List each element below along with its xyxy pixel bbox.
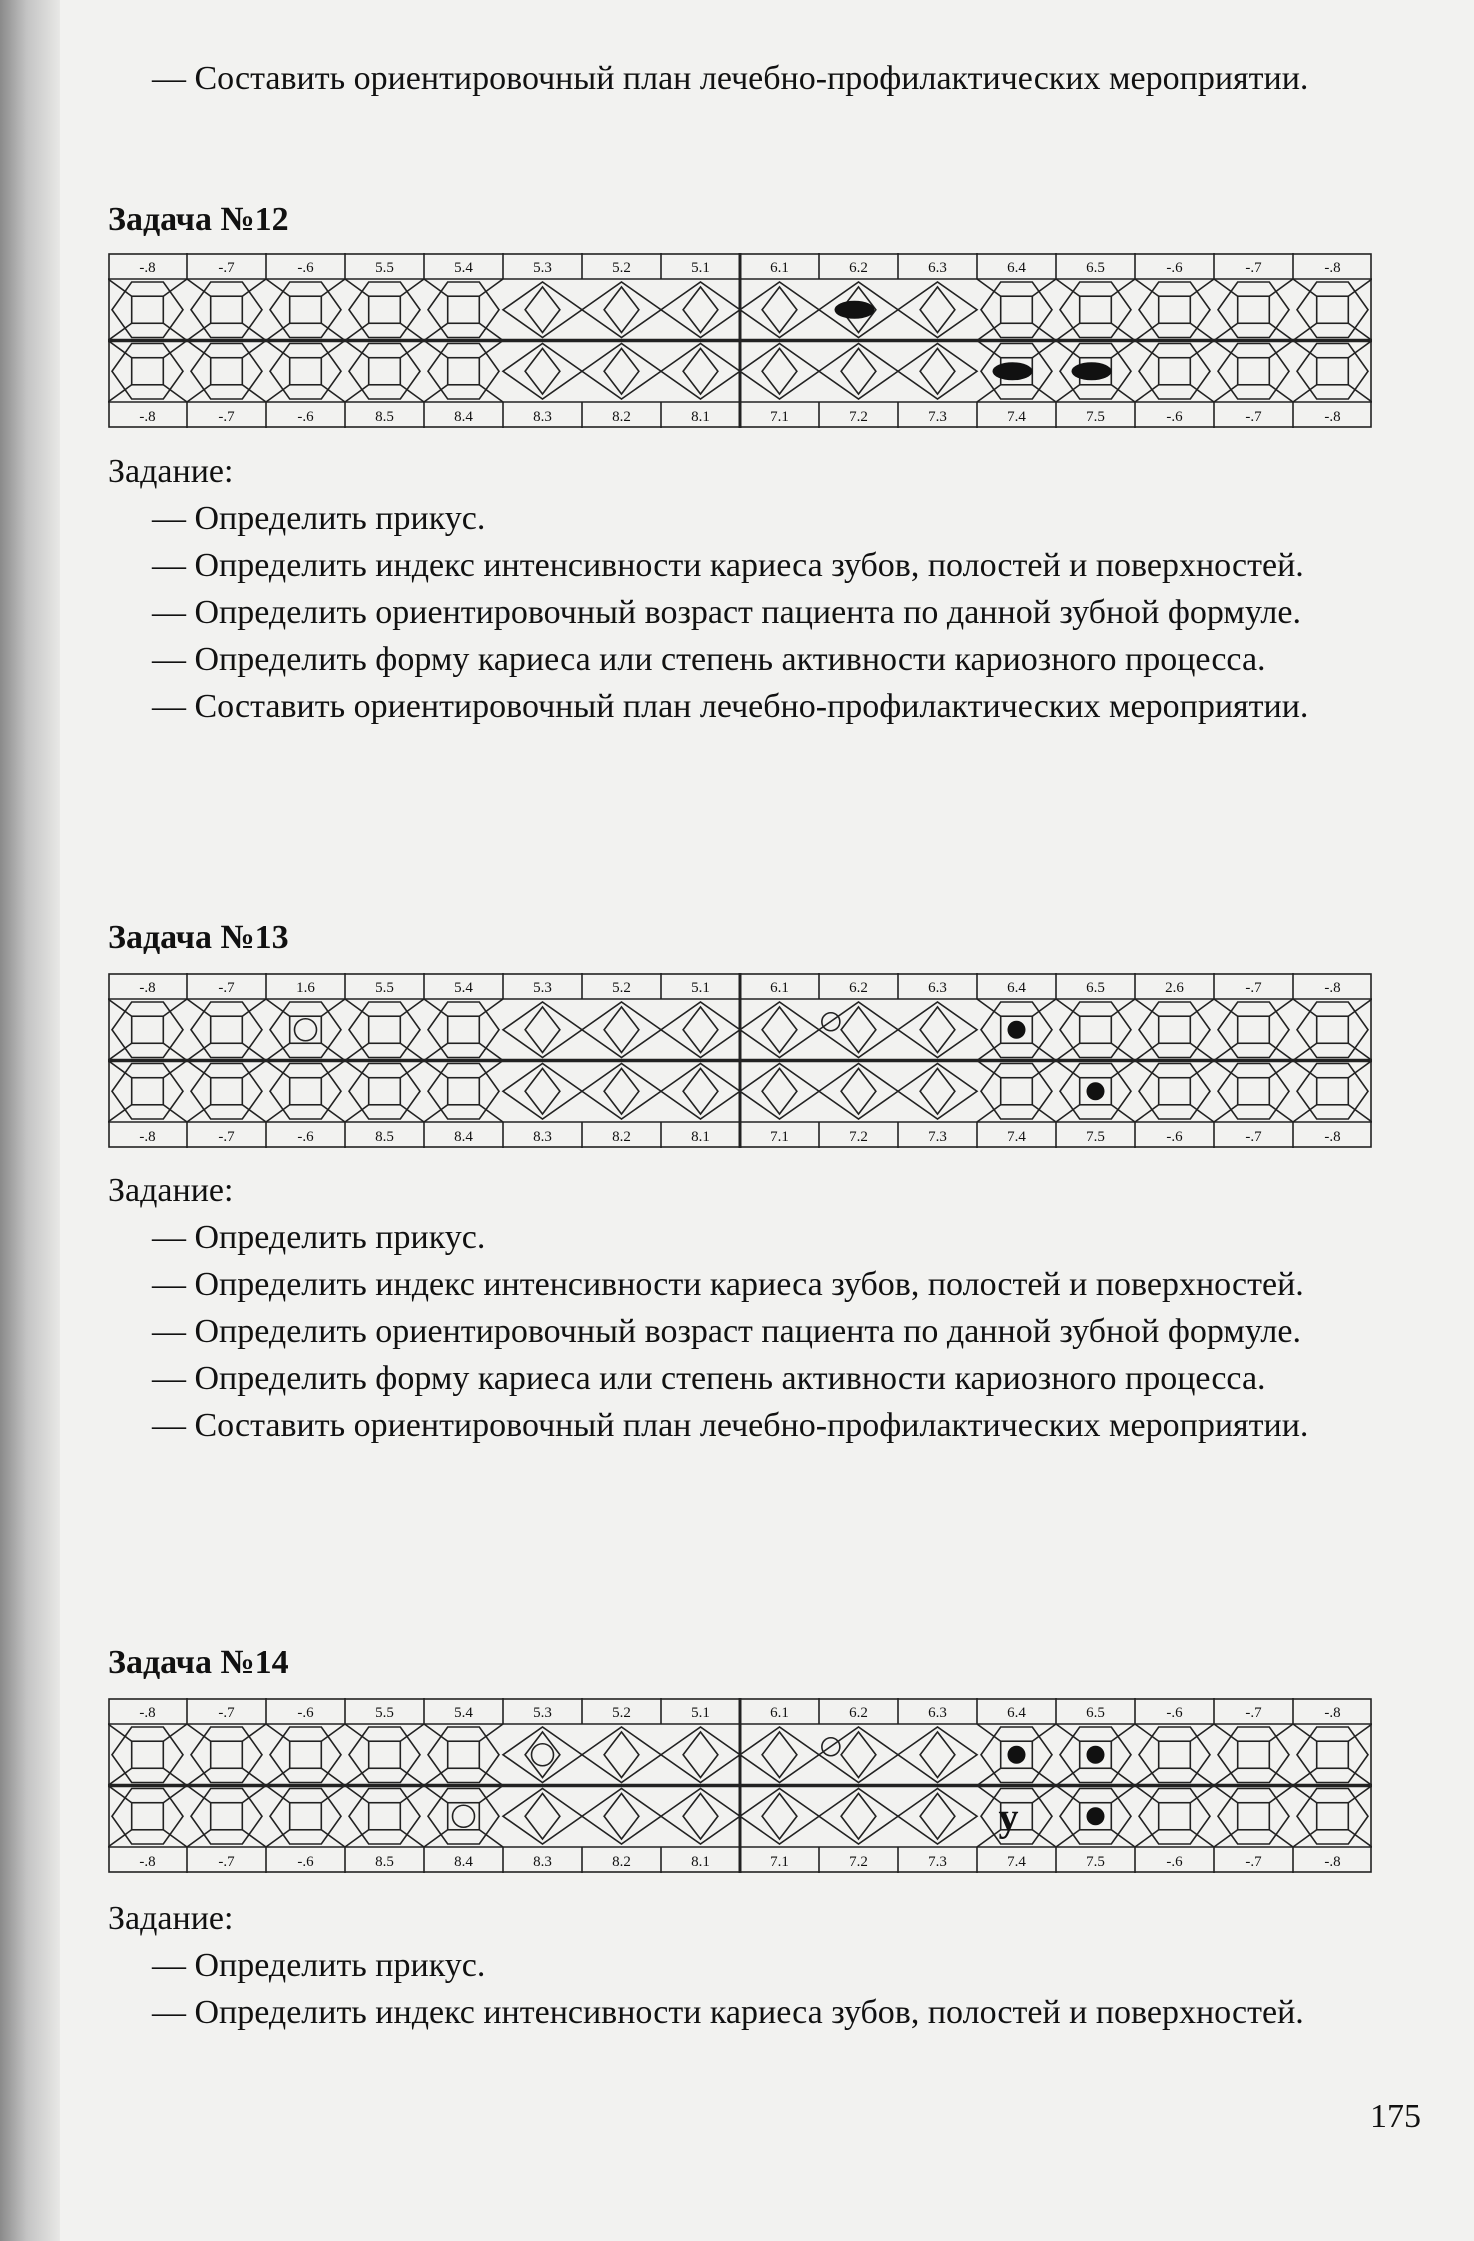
- tooth-occlusal: [448, 1741, 480, 1768]
- tooth-outline: [819, 1789, 898, 1845]
- task-12-assignment: [108, 448, 1378, 730]
- lower-tooth-label: 8.2: [612, 1854, 631, 1870]
- lower-tooth-label: 7.5: [1086, 409, 1105, 425]
- tooth-occlusal: [132, 1741, 164, 1768]
- tooth-occlusal: [1317, 358, 1349, 385]
- page-number: 175: [1370, 2098, 1421, 2135]
- tooth-occlusal: [369, 1803, 401, 1830]
- tooth-outline: [898, 282, 977, 338]
- upper-tooth-label: 6.3: [928, 1705, 947, 1721]
- task-title: Задача №13: [108, 919, 289, 956]
- tooth-surface: [525, 1007, 560, 1053]
- lower-tooth-label: 8.5: [375, 1129, 394, 1145]
- tooth-occlusal: [211, 296, 243, 323]
- task-title: Задача №12: [108, 201, 289, 238]
- assignment-item: — Определить форму кариеса или степень активности кариозного процесса.: [152, 1360, 1266, 1397]
- tooth-surface: [762, 1007, 797, 1053]
- upper-tooth-label: -.6: [297, 1705, 314, 1721]
- upper-tooth-label: -.7: [1245, 980, 1262, 996]
- lower-tooth-label: 7.3: [928, 1854, 947, 1870]
- lower-tooth-label: 7.1: [770, 409, 789, 425]
- tooth-outline: [503, 1002, 582, 1058]
- tooth-outline: [819, 1064, 898, 1120]
- tooth-occlusal: [1080, 296, 1112, 323]
- tooth-occlusal: [1001, 1078, 1033, 1105]
- assignment-item: — Определить индекс интенсивности кариеса зубов, полостей и поверхностей.: [152, 1994, 1304, 2031]
- tooth-outline: [661, 1789, 740, 1845]
- upper-tooth-label: -.8: [139, 980, 156, 996]
- tooth-outline: [819, 1727, 898, 1783]
- tooth-outline: [503, 1064, 582, 1120]
- tooth-occlusal: [1159, 1803, 1191, 1830]
- lower-tooth-label: -.6: [297, 409, 314, 425]
- assignment-item: — Составить ориентировочный план лечебно-профилактических мероприятии.: [152, 688, 1309, 725]
- tooth-surface: [920, 349, 955, 395]
- intro-block: [108, 55, 1378, 102]
- lower-tooth-label: -.7: [218, 409, 235, 425]
- tooth-occlusal: [1159, 1016, 1191, 1043]
- tooth-occlusal: [290, 1803, 322, 1830]
- upper-tooth-label: 5.4: [454, 1705, 473, 1721]
- task-13: [108, 918, 1378, 958]
- grid: [108, 253, 1372, 428]
- tooth-occlusal: [448, 358, 480, 385]
- tooth-occlusal: [1238, 358, 1270, 385]
- tooth-surface: [683, 1007, 718, 1053]
- tooth-outline: [582, 1789, 661, 1845]
- tooth-occlusal: [290, 1078, 322, 1105]
- tooth-occlusal: [132, 1016, 164, 1043]
- lower-tooth-label: 7.3: [928, 409, 947, 425]
- upper-tooth-label: 5.2: [612, 980, 631, 996]
- filling-mark: [295, 1019, 317, 1041]
- dental-formula-svg: [108, 1698, 1372, 1873]
- lower-tooth-label: 7.5: [1086, 1854, 1105, 1870]
- tooth-occlusal: [1159, 296, 1191, 323]
- lower-tooth-label: -.7: [1245, 1854, 1262, 1870]
- lower-tooth-label: 8.2: [612, 1129, 631, 1145]
- upper-tooth-label: 6.2: [849, 980, 868, 996]
- upper-tooth-label: 5.2: [612, 260, 631, 276]
- upper-tooth-label: 5.1: [691, 980, 710, 996]
- task-title: Задача №14: [108, 1644, 289, 1681]
- upper-tooth-label: 5.5: [375, 260, 394, 276]
- lower-tooth-label: -.7: [218, 1854, 235, 1870]
- assignment-label: Задание:: [108, 1172, 234, 1209]
- upper-tooth-label: 5.3: [533, 260, 552, 276]
- tooth-outline: [740, 1064, 819, 1120]
- lower-tooth-label: 8.5: [375, 1854, 394, 1870]
- tooth-occlusal: [290, 1741, 322, 1768]
- upper-tooth-label: 6.5: [1086, 260, 1105, 276]
- tooth-surface: [920, 1794, 955, 1840]
- tooth-outline: [661, 1064, 740, 1120]
- tooth-surface: [762, 1732, 797, 1778]
- tooth-occlusal: [211, 358, 243, 385]
- tooth-occlusal: [1159, 358, 1191, 385]
- task-14-assignment: [108, 1895, 1378, 2036]
- caries-mark: [835, 301, 875, 319]
- lower-tooth-label: -.6: [1166, 1854, 1183, 1870]
- lower-tooth-label: -.6: [1166, 1129, 1183, 1145]
- tooth-outline: [819, 344, 898, 400]
- assignment-item: — Определить прикус.: [152, 1947, 486, 1984]
- tooth-occlusal: [1238, 1078, 1270, 1105]
- assignment-item: — Определить форму кариеса или степень активности кариозного процесса.: [152, 641, 1266, 678]
- lower-tooth-label: 8.3: [533, 1854, 552, 1870]
- upper-tooth-label: 5.4: [454, 260, 473, 276]
- tooth-occlusal: [1238, 1741, 1270, 1768]
- tooth-occlusal: [1317, 1803, 1349, 1830]
- caries-mark: [1072, 362, 1112, 380]
- dental-formula-chart: [108, 1698, 1372, 1873]
- dental-formula-chart: [108, 253, 1372, 428]
- tooth-surface: [762, 1069, 797, 1115]
- tooth-outline: [661, 1727, 740, 1783]
- page-gutter-shadow: [0, 0, 60, 2241]
- tooth-surface: [525, 1794, 560, 1840]
- tooth-outline: [819, 1002, 898, 1058]
- lower-tooth-label: 8.1: [691, 1854, 710, 1870]
- tooth-outline: [740, 1789, 819, 1845]
- upper-tooth-label: 6.1: [770, 260, 789, 276]
- upper-tooth-label: 6.2: [849, 1705, 868, 1721]
- lower-tooth-label: 8.3: [533, 1129, 552, 1145]
- tooth-occlusal: [290, 358, 322, 385]
- tooth-outline: [740, 1727, 819, 1783]
- upper-tooth-label: 6.3: [928, 980, 947, 996]
- tooth-occlusal: [132, 1803, 164, 1830]
- assignment-item: — Определить индекс интенсивности кариеса зубов, полостей и поверхностей.: [152, 547, 1304, 584]
- tooth-occlusal: [132, 296, 164, 323]
- lower-tooth-label: 7.1: [770, 1854, 789, 1870]
- tooth-outline: [740, 1002, 819, 1058]
- lower-tooth-label: -.8: [139, 409, 156, 425]
- tooth-occlusal: [1238, 296, 1270, 323]
- extracted-tooth-letter: у: [998, 1794, 1019, 1840]
- tooth-occlusal: [369, 358, 401, 385]
- tooth-outline: [503, 1789, 582, 1845]
- upper-tooth-label: -.7: [218, 260, 235, 276]
- upper-tooth-label: 6.4: [1007, 1705, 1026, 1721]
- tooth-outline: [582, 1002, 661, 1058]
- tooth-outline: [898, 1002, 977, 1058]
- tooth-outline: [582, 1727, 661, 1783]
- caries-mark: [1008, 1021, 1026, 1039]
- upper-tooth-label: 2.6: [1165, 980, 1184, 996]
- caries-mark: [1008, 1746, 1026, 1764]
- upper-tooth-label: -.7: [1245, 1705, 1262, 1721]
- upper-tooth-label: 5.4: [454, 980, 473, 996]
- tooth-surface: [525, 1069, 560, 1115]
- lower-tooth-label: 8.2: [612, 409, 631, 425]
- tooth-outline: [661, 282, 740, 338]
- lower-tooth-label: 7.5: [1086, 1129, 1105, 1145]
- caries-mark: [1087, 1807, 1105, 1825]
- upper-tooth-label: -.8: [139, 1705, 156, 1721]
- lower-tooth-label: -.7: [218, 1129, 235, 1145]
- tooth-occlusal: [1238, 1016, 1270, 1043]
- tooth-surface: [683, 349, 718, 395]
- lower-tooth-label: 7.2: [849, 1854, 868, 1870]
- tooth-occlusal: [1317, 296, 1349, 323]
- lower-tooth-label: 8.4: [454, 409, 473, 425]
- tooth-occlusal: [132, 1078, 164, 1105]
- upper-tooth-label: -.6: [1166, 260, 1183, 276]
- tooth-outline: [661, 344, 740, 400]
- upper-tooth-label: 6.4: [1007, 260, 1026, 276]
- dental-formula-svg: [108, 253, 1372, 428]
- upper-tooth-label: 1.6: [296, 980, 315, 996]
- upper-tooth-label: -.8: [1324, 1705, 1341, 1721]
- tooth-surface: [525, 349, 560, 395]
- upper-tooth-label: 5.3: [533, 1705, 552, 1721]
- lower-tooth-label: -.8: [1324, 409, 1341, 425]
- upper-tooth-label: 5.5: [375, 1705, 394, 1721]
- assignment-item: — Определить прикус.: [152, 500, 486, 537]
- caries-mark: [1087, 1746, 1105, 1764]
- tooth-occlusal: [1317, 1078, 1349, 1105]
- tooth-surface: [604, 1069, 639, 1115]
- lower-tooth-label: -.8: [1324, 1129, 1341, 1145]
- upper-tooth-label: 6.4: [1007, 980, 1026, 996]
- lower-tooth-label: 7.4: [1007, 1129, 1026, 1145]
- assignment-item: — Определить прикус.: [152, 1219, 486, 1256]
- upper-tooth-label: 5.3: [533, 980, 552, 996]
- upper-tooth-label: 5.1: [691, 260, 710, 276]
- upper-tooth-label: -.7: [1245, 260, 1262, 276]
- tooth-occlusal: [1001, 296, 1033, 323]
- task-12: [108, 200, 1378, 240]
- task-14: [108, 1643, 1378, 1683]
- lower-tooth-label: -.7: [1245, 409, 1262, 425]
- assignment-item: — Определить индекс интенсивности кариеса зубов, полостей и поверхностей.: [152, 1266, 1304, 1303]
- tooth-occlusal: [448, 1078, 480, 1105]
- upper-tooth-label: 6.1: [770, 980, 789, 996]
- upper-tooth-label: 6.2: [849, 260, 868, 276]
- tooth-outline: [503, 1727, 582, 1783]
- upper-tooth-label: 6.3: [928, 260, 947, 276]
- tooth-surface: [920, 1007, 955, 1053]
- upper-tooth-label: -.8: [1324, 260, 1341, 276]
- caries-mark: [993, 362, 1033, 380]
- tooth-outline: [898, 1727, 977, 1783]
- assignment-item: — Составить ориентировочный план лечебно-профилактических мероприятии.: [152, 1407, 1309, 1444]
- tooth-occlusal: [1159, 1741, 1191, 1768]
- tooth-surface: [604, 1732, 639, 1778]
- tooth-outline: [898, 344, 977, 400]
- tooth-occlusal: [211, 1803, 243, 1830]
- tooth-surface: [604, 349, 639, 395]
- tooth-occlusal: [211, 1078, 243, 1105]
- tooth-surface: [920, 1069, 955, 1115]
- tooth-surface: [604, 1794, 639, 1840]
- dental-formula-chart: [108, 973, 1372, 1148]
- lower-tooth-label: 8.1: [691, 1129, 710, 1145]
- tooth-surface: [841, 349, 876, 395]
- lower-tooth-label: -.8: [139, 1129, 156, 1145]
- lower-tooth-label: 7.1: [770, 1129, 789, 1145]
- grid: [108, 1698, 1372, 1873]
- tooth-outline: [898, 1064, 977, 1120]
- upper-tooth-label: 6.1: [770, 1705, 789, 1721]
- tooth-surface: [762, 349, 797, 395]
- tooth-outline: [898, 1789, 977, 1845]
- upper-tooth-label: 6.5: [1086, 980, 1105, 996]
- tooth-occlusal: [1238, 1803, 1270, 1830]
- tooth-outline: [582, 344, 661, 400]
- tooth-surface: [683, 1069, 718, 1115]
- tooth-occlusal: [448, 296, 480, 323]
- assignment-item: — Определить ориентировочный возраст пациента по данной зубной формуле.: [152, 1313, 1301, 1350]
- tooth-surface: [920, 1732, 955, 1778]
- tooth-occlusal: [1317, 1741, 1349, 1768]
- tooth-surface: [762, 287, 797, 333]
- upper-tooth-label: 6.5: [1086, 1705, 1105, 1721]
- grid: [108, 973, 1372, 1148]
- tooth-outline: [503, 344, 582, 400]
- upper-tooth-label: -.6: [297, 260, 314, 276]
- dental-formula-svg: [108, 973, 1372, 1148]
- lower-tooth-label: 8.5: [375, 409, 394, 425]
- upper-tooth-label: -.7: [218, 980, 235, 996]
- lower-tooth-label: 8.4: [454, 1129, 473, 1145]
- tooth-surface: [841, 1794, 876, 1840]
- filling-mark: [532, 1744, 554, 1766]
- assignment-item: — Определить ориентировочный возраст пациента по данной зубной формуле.: [152, 594, 1301, 631]
- assignment-label: Задание:: [108, 453, 234, 490]
- upper-tooth-label: 5.5: [375, 980, 394, 996]
- tooth-surface: [604, 287, 639, 333]
- lower-tooth-label: 7.3: [928, 1129, 947, 1145]
- tooth-occlusal: [211, 1016, 243, 1043]
- tooth-surface: [604, 1007, 639, 1053]
- tooth-occlusal: [1080, 1016, 1112, 1043]
- tooth-occlusal: [369, 1078, 401, 1105]
- tooth-surface: [841, 1732, 876, 1778]
- tooth-occlusal: [290, 296, 322, 323]
- tooth-outline: [740, 282, 819, 338]
- tooth-surface: [683, 287, 718, 333]
- intro-item: — Составить ориентировочный план лечебно-профилактических мероприятии.: [152, 60, 1309, 97]
- tooth-outline: [582, 1064, 661, 1120]
- tooth-occlusal: [369, 1016, 401, 1043]
- tooth-occlusal: [369, 296, 401, 323]
- lower-tooth-label: -.8: [1324, 1854, 1341, 1870]
- lower-tooth-label: -.6: [297, 1854, 314, 1870]
- lower-tooth-label: -.6: [297, 1129, 314, 1145]
- lower-tooth-label: 7.4: [1007, 1854, 1026, 1870]
- upper-tooth-label: 5.1: [691, 1705, 710, 1721]
- tooth-surface: [683, 1794, 718, 1840]
- upper-tooth-label: -.8: [139, 260, 156, 276]
- tooth-surface: [920, 287, 955, 333]
- upper-tooth-label: -.8: [1324, 980, 1341, 996]
- tooth-occlusal: [448, 1016, 480, 1043]
- assignment-label: Задание:: [108, 1900, 234, 1937]
- caries-mark: [1087, 1082, 1105, 1100]
- tooth-outline: [661, 1002, 740, 1058]
- tooth-occlusal: [132, 358, 164, 385]
- upper-tooth-label: -.7: [218, 1705, 235, 1721]
- tooth-surface: [683, 1732, 718, 1778]
- tooth-occlusal: [1159, 1078, 1191, 1105]
- tooth-outline: [503, 282, 582, 338]
- tooth-occlusal: [369, 1741, 401, 1768]
- filling-mark: [453, 1805, 475, 1827]
- tooth-surface: [525, 1732, 560, 1778]
- tooth-outline: [740, 344, 819, 400]
- upper-tooth-label: -.6: [1166, 1705, 1183, 1721]
- tooth-outline: [582, 282, 661, 338]
- lower-tooth-label: 7.4: [1007, 409, 1026, 425]
- lower-tooth-label: 8.1: [691, 409, 710, 425]
- lower-tooth-label: 7.2: [849, 409, 868, 425]
- tooth-occlusal: [211, 1741, 243, 1768]
- upper-tooth-label: 5.2: [612, 1705, 631, 1721]
- lower-tooth-label: 8.4: [454, 1854, 473, 1870]
- tooth-surface: [762, 1794, 797, 1840]
- lower-tooth-label: 8.3: [533, 409, 552, 425]
- lower-tooth-label: -.8: [139, 1854, 156, 1870]
- tooth-surface: [841, 1069, 876, 1115]
- tooth-surface: [525, 287, 560, 333]
- lower-tooth-label: -.7: [1245, 1129, 1262, 1145]
- task-13-assignment: [108, 1167, 1378, 1449]
- lower-tooth-label: 7.2: [849, 1129, 868, 1145]
- tooth-surface: [841, 1007, 876, 1053]
- tooth-occlusal: [1317, 1016, 1349, 1043]
- lower-tooth-label: -.6: [1166, 409, 1183, 425]
